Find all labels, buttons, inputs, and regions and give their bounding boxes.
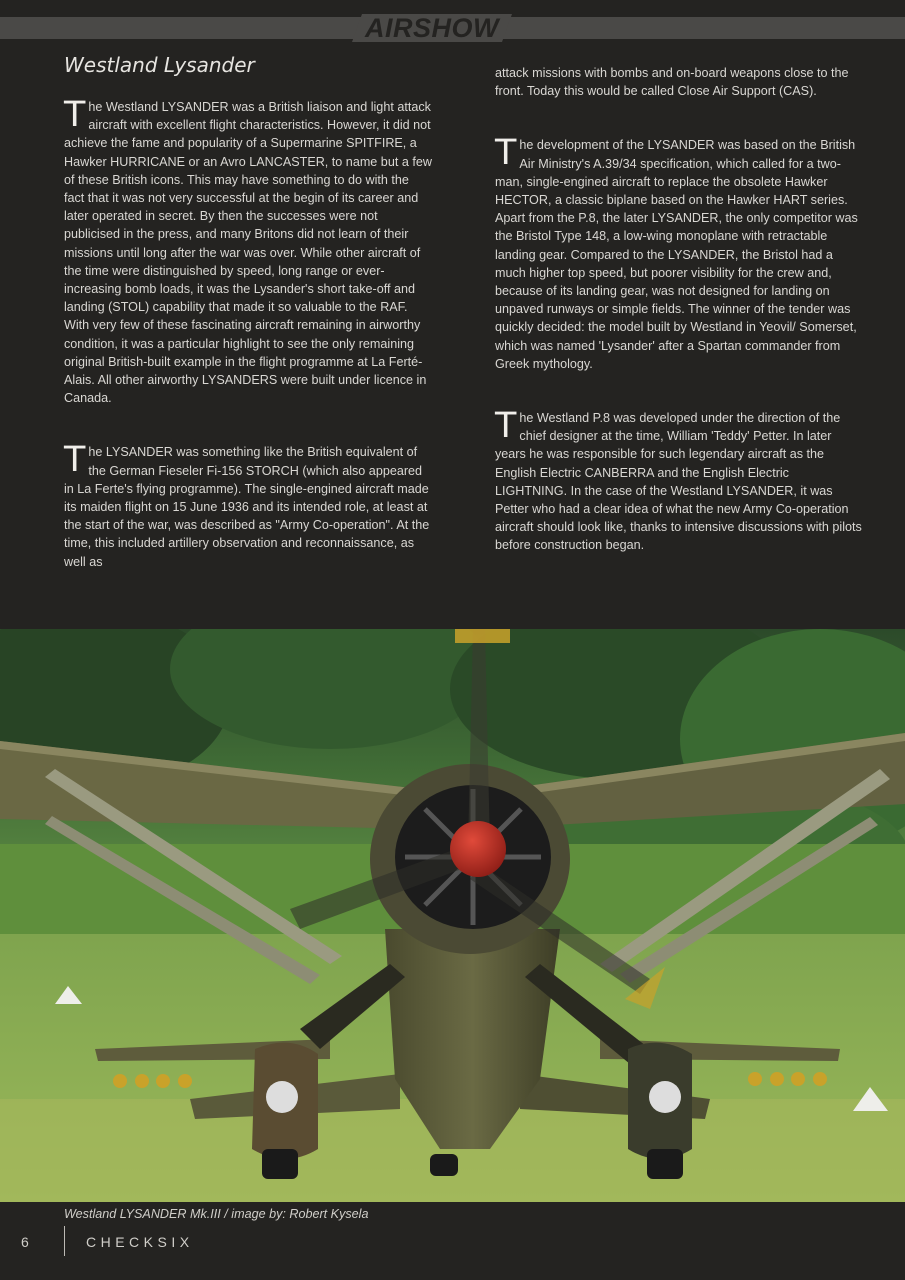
paragraph-text: he Westland P.8 was developed under the direction of the chief designer at the time, William 'Teddy' Petter. In later years he was responsible for such legendary aircraft as the English Electric CANBERRA and the English Electric LIGHTNING. In the case of the Westland LYSANDER, it was Petter who had a clear idea of what the new Army Co-operation aircraft should look like, thanks to intensive discussions with pilots before construction began.	[495, 411, 862, 553]
paragraph-text: he Westland LYSANDER was a British liaison and light attack aircraft with excellent flight characteristics. However, it did not achieve the fame and popularity of a Supermarine SPITFIRE, a Hawker HURRICANE or an Avro LANCASTER, to name but a few of these British icons. This may have something to do with the fact that it was not very successful at the begin of its career and later operated in secret. By then the successes were not publicised in the press, and many Britons did not learn of their missions until long after the war was over. While other aircraft of the time were distinguished by speed, long range or ever-increasing bomb loads, it was the Lysander's short take-off and landing (STOL) capability that made it so valuable to the RAF. With very few of these fascinating aircraft remaining in airworthy condition, it was a particular highlight to see the only remaining original British-built example in the flight programme at La Ferté-Alais. All other airworthy LYSANDERS were built under licence in Canada.	[64, 100, 432, 406]
paragraph-text: he development of the LYSANDER was based on the British Air Ministry's A.39/34 specification, which called for a two-man, single-engined aircraft to replace the obsolete Hawker HECTOR, a classic biplane based on the Hawker HART series. Apart from the P.8, the later LYSANDER, the only competitor was the Bristol Type 148, a low-wing monoplane with retractable landing gear. Compared to the LYSANDER, the Bristol had a much higher top speed, but poorer visibility for the crew and, because of its landing gear, was not designed for landing on unpaved runways or simple fields. The winner of the tender was quickly decided: the model built by Westland in Yeovil/ Somerset, which was named 'Lysander' after a Spartan commander from Greek mythology.	[495, 138, 858, 371]
magazine-name: CHECKSIX	[86, 1234, 194, 1250]
page-number: 6	[21, 1234, 29, 1250]
photo-caption: Westland LYSANDER Mk.III / image by: Robert Kysela	[64, 1207, 369, 1221]
article-title: Westland Lysander	[64, 53, 255, 77]
paragraph	[64, 95, 432, 407]
drop-cap: T	[64, 440, 86, 481]
drop-cap: T	[495, 406, 517, 447]
aircraft-photo	[0, 629, 905, 1202]
drop-cap: T	[495, 133, 517, 174]
section-tab	[352, 14, 512, 42]
section-label: AIRSHOW	[365, 13, 499, 43]
footer-divider	[64, 1226, 65, 1256]
paragraph-text: he LYSANDER was something like the British equivalent of the German Fieseler Fi-156 STORCH (which also appeared in La Ferte's flying programme). The single-engined aircraft made its maiden flight on 15 June 1936 and its intended role, at least at the start of the war, was described as "Army Co-operation". At the time, this included artillery observation and reconnaissance, as well as	[64, 445, 430, 569]
paragraph	[495, 64, 863, 100]
paragraph-text: attack missions with bombs and on-board weapons close to the front. Today this would be called Close Air Support (CAS).	[495, 66, 849, 99]
paragraph	[64, 440, 432, 570]
drop-cap: T	[64, 95, 86, 135]
right-column	[495, 64, 863, 555]
left-column	[64, 52, 432, 571]
paragraph	[495, 406, 863, 555]
paragraph	[495, 133, 863, 373]
